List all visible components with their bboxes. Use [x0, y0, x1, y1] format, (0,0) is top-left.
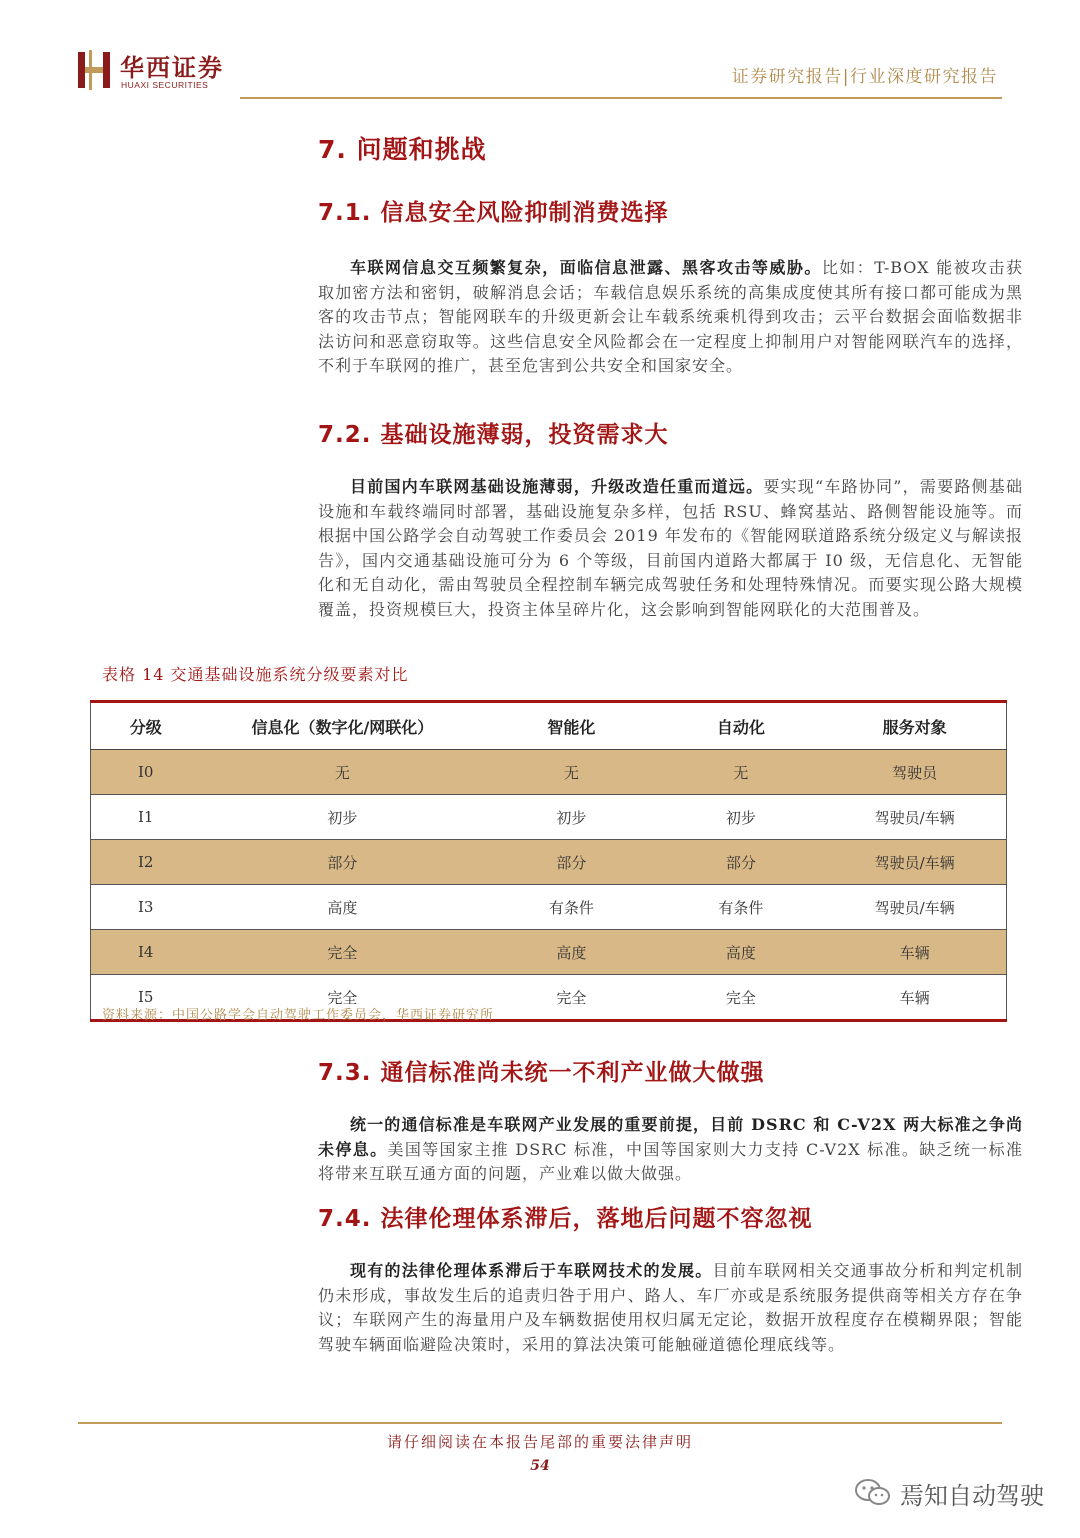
table-cell: I3 [91, 885, 201, 930]
subsection-title-7-1: 7.1. 信息安全风险抑制消费选择 [318, 200, 669, 226]
table-cell: I2 [91, 840, 201, 885]
table-cell: 部分 [200, 840, 484, 885]
table-header-cell: 服务对象 [823, 702, 1006, 750]
watermark-text: 焉知自动驾驶 [900, 1481, 1044, 1510]
grading-table [90, 700, 1007, 1022]
page-header [0, 0, 1080, 100]
footer-divider [78, 1422, 1002, 1424]
table-cell: 初步 [200, 795, 484, 840]
table-cell: 部分 [658, 840, 823, 885]
paragraph-body: 美国等国家主推 DSRC 标准，中国等国家则大力支持 C-V2X 标准。缺乏统一标准将带来互联互通方面的问题，产业难以做大做强。 [318, 1139, 1023, 1184]
paragraph-lead: 车联网信息交互频繁复杂，面临信息泄露、黑客攻击等威胁。 [350, 258, 822, 277]
table-cell: 无 [658, 750, 823, 795]
table-cell: I0 [91, 750, 201, 795]
table-cell: 高度 [658, 930, 823, 975]
legal-notice: 请仔细阅读在本报告尾部的重要法律声明 [386, 1433, 693, 1451]
huaxi-logo-icon [78, 50, 110, 90]
subsection-title-7-3: 7.3. 通信标准尚未统一不利产业做大做强 [318, 1060, 765, 1086]
table-cell: 驾驶员/车辆 [823, 795, 1006, 840]
table-cell: 高度 [484, 930, 658, 975]
paragraph-lead: 目前国内车联网基础设施薄弱，升级改造任重而道远。 [350, 477, 764, 496]
table-header-cell: 智能化 [484, 702, 658, 750]
header-divider [240, 97, 1002, 99]
table-source: 资料来源：中国公路学会自动驾驶工作委员会，华西证券研究所 [102, 1008, 495, 1023]
table-cell: 完全 [200, 975, 484, 1021]
table-cell: 无 [484, 750, 658, 795]
table-cell: 驾驶员/车辆 [823, 885, 1006, 930]
table-cell: I1 [91, 795, 201, 840]
table-cell: 完全 [200, 930, 484, 975]
table-header-cell: 信息化（数字化/网联化） [200, 702, 484, 750]
paragraph-7-4 [318, 1259, 1023, 1357]
paragraph-lead: 现有的法律伦理体系滞后于车联网技术的发展。 [350, 1261, 713, 1280]
table-cell: 车辆 [823, 930, 1006, 975]
table-row [91, 840, 1007, 885]
table-cell: 车辆 [823, 975, 1006, 1021]
paragraph-body: 目前车联网相关交通事故分析和判定机制仍未形成，事故发生后的追责归咎于用户、路人、车厂亦或是系统服务提供商等相关方存在争议；车联网产生的海量用户及车辆数据使用权归属无定论，数据开放程度存在模糊界限；智能驾驶车辆面临避险决策时，采用的算法决策可能触碰道德伦理底线等。 [318, 1261, 1023, 1354]
table-header-cell: 分级 [91, 702, 201, 750]
table-row [91, 885, 1007, 930]
table-cell: 初步 [484, 795, 658, 840]
paragraph-body: 要实现“车路协同”，需要路侧基础设施和车载终端同时部署，基础设施复杂多样，包括 RSU、蜂窝基站、路侧智能设施等。而根据中国公路学会自动驾驶工作委员会 2019 年发布的《智能网联道路系统分级定义与解读报告》，国内交通基础设施可分为 6 个等级，目前国内道路大都属于 I0 级，无信息化、无智能化和无自动化，需由驾驶员全程控制车辆完成驾驶任务和处理特殊情况。而要实现公路大规模覆盖，投资规模巨大，投资主体呈碎片化，这会影响到智能网联化的大范围普及。 [318, 477, 1023, 619]
table-cell: 驾驶员/车辆 [823, 840, 1006, 885]
table-cell: 完全 [484, 975, 658, 1021]
table-cell: 有条件 [658, 885, 823, 930]
table-cell: 初步 [658, 795, 823, 840]
logo-chinese: 华西证券 [120, 54, 224, 82]
table-cell: I4 [91, 930, 201, 975]
paragraph-body: 比如：T-BOX 能被攻击获取加密方法和密钥，破解消息会话；车载信息娱乐系统的高集成度使其所有接口都可能成为黑客的攻击节点；智能网联车的升级更新会让车载系统乘机得到攻击；云平台数据会面临数据非法访问和恶意窃取等。这些信息安全风险都会在一定程度上抑制用户对智能网联汽车的选择，不利于车联网的推广，甚至危害到公共安全和国家安全。 [318, 258, 1023, 376]
table-header-cell: 自动化 [658, 702, 823, 750]
table-cell: 驾驶员 [823, 750, 1006, 795]
table-cell: 部分 [484, 840, 658, 885]
report-type: 证券研究报告|行业深度研究报告 [731, 67, 998, 87]
paragraph-7-3 [318, 1113, 1023, 1187]
logo-english: HUAXI SECURITIES [121, 80, 209, 90]
table-cell: 完全 [658, 975, 823, 1021]
paragraph-7-1 [318, 256, 1023, 379]
table-header-row [91, 702, 1007, 750]
section-title: 7. 问题和挑战 [318, 135, 487, 164]
table-row [91, 795, 1007, 840]
table-cell: 高度 [200, 885, 484, 930]
paragraph-7-2 [318, 475, 1023, 623]
watermark [854, 1475, 1044, 1511]
paragraph-lead: 统一的通信标准是车联网产业发展的重要前提，目前 DSRC 和 C-V2X 两大标准之争尚未停息。 [318, 1115, 1023, 1159]
table-cell: I5 [91, 975, 201, 1021]
table-cell: 有条件 [484, 885, 658, 930]
page-number: 54 [530, 1458, 550, 1474]
subsection-title-7-2: 7.2. 基础设施薄弱，投资需求大 [318, 422, 669, 448]
subsection-title-7-4: 7.4. 法律伦理体系滞后，落地后问题不容忽视 [318, 1206, 813, 1232]
table-row [91, 930, 1007, 975]
table-caption: 表格 14 交通基础设施系统分级要素对比 [102, 665, 409, 684]
table-row [91, 750, 1007, 795]
table-cell: 无 [200, 750, 484, 795]
wechat-icon [854, 1477, 892, 1509]
